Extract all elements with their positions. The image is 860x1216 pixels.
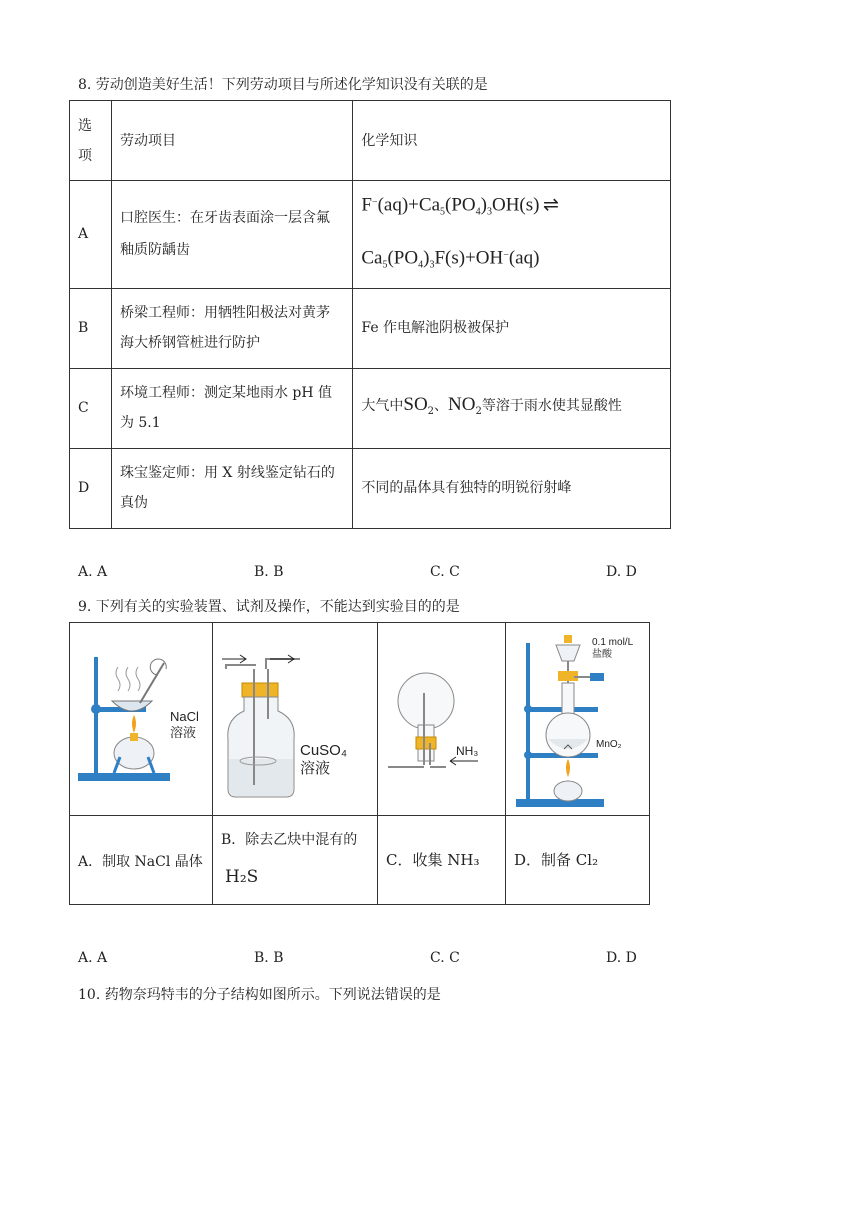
q8-header-opt-1: 选 <box>78 117 92 134</box>
nacl-label: NaCl <box>170 709 199 724</box>
q8-row-a-knowledge: $F^-(aq)+Ca_5(PO_4)_3OH(s)$ ⇌ $Ca_5(PO_4)_3F(s)+OH^-(aq)$ <box>353 181 671 289</box>
q9-options <box>78 950 678 970</box>
q9-option-b[interactable]: B. B <box>254 950 284 966</box>
hcl-label: 盐酸 <box>592 649 612 660</box>
caption-c: C．收集 NH₃ <box>386 851 480 869</box>
q9-option-c[interactable]: C. C <box>430 950 460 966</box>
q8-row-c-opt: C <box>70 368 112 448</box>
nh3-label: NH₃ <box>456 744 479 758</box>
q8-option-a[interactable]: A. A <box>78 564 108 580</box>
chlorine-preparation-diagram <box>508 627 648 813</box>
q8-row-a-project-2: 釉质防龋齿 <box>119 242 190 259</box>
q8-row-d-knowledge: 不同的晶体具有独特的明锐衍射峰 <box>353 448 671 528</box>
q8-option-d[interactable]: D. D <box>606 564 637 580</box>
caption-d: D．制备 Cl₂ <box>514 851 599 869</box>
table-row <box>70 181 671 289</box>
q8-option-b[interactable]: B. B <box>254 564 284 580</box>
q9-option-a[interactable]: A. A <box>78 950 108 966</box>
table-row <box>70 288 671 368</box>
q8-options <box>78 564 678 584</box>
caption-b-line2: H₂S <box>225 867 259 887</box>
q8-row-a-opt: A <box>70 181 112 289</box>
caption-b-line1: B．除去乙炔中混有的 <box>221 832 358 848</box>
nacl-solution-label: 溶液 <box>170 725 197 740</box>
q8-row-b-opt: B <box>70 288 112 368</box>
q8-row-b-project-2: 海大桥钢管桩进行防护 <box>119 335 260 352</box>
evaporation-apparatus-diagram <box>74 647 210 787</box>
q8-row-d-project-1: 珠宝鉴定师：用 X 射线鉴定钻石的 <box>119 465 335 482</box>
concentration-label: 0.1 mol/L <box>592 637 634 648</box>
q8-row-c-project-1: 环境工程师：测定某地雨水 pH 值 <box>119 385 333 402</box>
q9-option-d[interactable]: D. D <box>606 950 637 966</box>
q8-stem: 8. 劳动创造美好生活！下列劳动项目与所述化学知识没有关联的是 <box>78 77 488 93</box>
q8-row-c-project-2: 为 5.1 <box>119 415 161 432</box>
cuso4-solution-label: 溶液 <box>300 760 331 777</box>
q8-row-c-knowledge: 大气中$SO_2$、$NO_2$等溶于雨水使其显酸性 <box>353 368 671 448</box>
q10-stem: 10. 药物奈玛特韦的分子结构如图所示。下列说法错误的是 <box>78 987 441 1003</box>
q8-row-d-opt: D <box>70 448 112 528</box>
q8-row-b-project-1: 桥梁工程师：用牺牲阳极法对黄茅 <box>119 305 330 322</box>
q8-option-c[interactable]: C. C <box>430 564 460 580</box>
mno2-label: MnO₂ <box>596 739 622 750</box>
q9-stem: 9. 下列有关的实验装置、试剂及操作，不能达到实验目的的是 <box>78 599 460 615</box>
q9-figure-table <box>69 622 650 905</box>
q8-header-row <box>70 101 671 181</box>
q8-table <box>69 100 671 529</box>
q8-row-d-project-2: 真伪 <box>119 495 148 512</box>
ammonia-collection-diagram <box>380 633 504 813</box>
table-row <box>70 368 671 448</box>
q8-row-a-project-1: 口腔医生：在牙齿表面涂一层含氟 <box>119 210 330 227</box>
caption-a: A．制取 NaCl 晶体 <box>78 854 203 870</box>
gas-washing-bottle-diagram <box>216 629 376 809</box>
cuso4-label: CuSO₄ <box>300 742 347 759</box>
q8-row-b-knowledge: Fe 作电解池阴极被保护 <box>353 288 671 368</box>
q8-header-opt-2: 项 <box>78 147 92 164</box>
table-row <box>70 448 671 528</box>
q8-header-knowledge: 化学知识 <box>353 101 671 181</box>
q8-header-project: 劳动项目 <box>111 101 352 181</box>
